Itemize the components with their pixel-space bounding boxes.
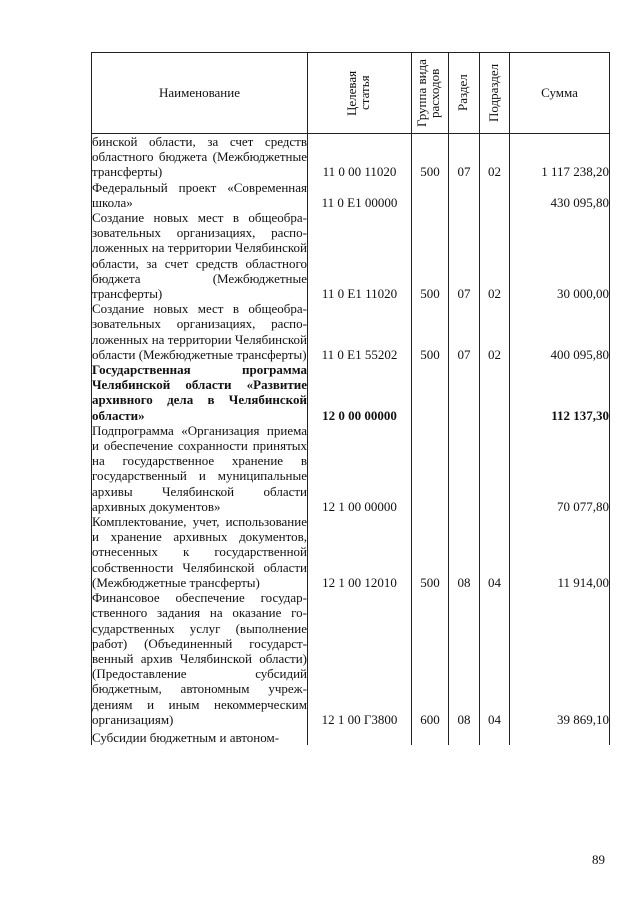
row-name: Подпрограмма «Организация приема и обеспечение сохранности принятых на государственное хранение в государственный и муниципальные архивы Челябинской области архивных документов» [92, 422, 307, 514]
row-subsection [480, 423, 510, 514]
row-sum [510, 727, 610, 745]
row-subsection: 04 [480, 514, 510, 590]
table-row [92, 362, 610, 423]
header-row [92, 53, 610, 134]
header-sum: Сумма [510, 53, 610, 134]
row-name: бинской области, за счет средств областного бюджета (Межбюджетные трансферты) [92, 134, 307, 180]
row-target-article: 11 0 00 11020 [308, 134, 412, 180]
row-subsection [480, 180, 510, 210]
row-target-article: 12 1 00 00000 [308, 423, 412, 514]
row-sum: 400 095,80 [510, 301, 610, 362]
table-row [92, 423, 610, 514]
row-section [449, 423, 480, 514]
budget-table [91, 52, 610, 745]
row-subsection: 04 [480, 590, 510, 727]
row-target-article: 11 0 E1 55202 [308, 301, 412, 362]
table-row [92, 590, 610, 727]
row-section: 07 [449, 301, 480, 362]
header-section: Раздел [449, 53, 480, 134]
header-expense-group: Группа вида расходов [412, 53, 449, 134]
row-section [449, 362, 480, 423]
row-sum: 112 137,30 [510, 362, 610, 423]
row-expense-group [412, 423, 449, 514]
row-target-article: 12 1 00 Г3800 [308, 590, 412, 727]
row-subsection [480, 362, 510, 423]
row-target-article: 11 0 E1 00000 [308, 180, 412, 210]
row-section: 08 [449, 590, 480, 727]
row-name: Финансовое обеспечение государственного задания на оказание государственных услуг (выполнение работ) (Объединенный государственный архив Челябинской области) (Предоставление субсидий бюджетным, автономным учреждениям и иным некоммерческим организациям) [92, 590, 307, 727]
header-subsection: Подраздел [480, 53, 510, 134]
row-expense-group [412, 362, 449, 423]
row-expense-group: 600 [412, 590, 449, 727]
row-name: Государственная программа Челябинской области «Развитие архивного дела в Челябинской области» [92, 362, 307, 423]
row-name: Создание новых мест в общеобразовательных организациях, расположенных на территории Челябинской области, за счет средств областного бюджета (Межбюджетные трансферты) [92, 210, 307, 302]
row-name: Комплектование, учет, использование и хранение архивных документов, отнесенных к государственной собственности Челябинской области (Межбюджетные трансферты) [92, 514, 307, 590]
row-name: Создание новых мест в общеобразовательных организациях, расположенных на территории Челябинской области (Межбюджетные трансферты) [92, 301, 307, 362]
row-sum: 39 869,10 [510, 590, 610, 727]
row-subsection: 02 [480, 301, 510, 362]
row-sum: 30 000,00 [510, 210, 610, 301]
row-expense-group: 500 [412, 514, 449, 590]
row-target-article [308, 727, 412, 745]
row-name: Федеральный проект «Современная школа» [92, 179, 307, 210]
table-row [92, 134, 610, 180]
row-expense-group: 500 [412, 134, 449, 180]
table-row [92, 180, 610, 210]
row-section [449, 180, 480, 210]
table-row [92, 727, 610, 745]
page-number: 89 [592, 852, 605, 867]
row-expense-group [412, 180, 449, 210]
table-row [92, 301, 610, 362]
row-section: 07 [449, 210, 480, 301]
row-name: Субсидии бюджетным и автоном- [92, 727, 308, 745]
row-subsection: 02 [480, 134, 510, 180]
table-row [92, 210, 610, 301]
row-section: 08 [449, 514, 480, 590]
row-subsection: 02 [480, 210, 510, 301]
row-expense-group [412, 727, 449, 745]
row-target-article: 12 0 00 00000 [308, 362, 412, 423]
row-sum: 430 095,80 [510, 180, 610, 210]
row-expense-group: 500 [412, 210, 449, 301]
row-sum: 1 117 238,20 [510, 134, 610, 180]
row-section: 07 [449, 134, 480, 180]
row-section [449, 727, 480, 745]
row-expense-group: 500 [412, 301, 449, 362]
row-target-article: 11 0 E1 11020 [308, 210, 412, 301]
row-sum: 70 077,80 [510, 423, 610, 514]
row-target-article: 12 1 00 12010 [308, 514, 412, 590]
header-target-article: Целевая статья [308, 53, 412, 134]
row-sum: 11 914,00 [510, 514, 610, 590]
header-name: Наименование [92, 53, 308, 134]
table-row [92, 514, 610, 590]
row-subsection [480, 727, 510, 745]
